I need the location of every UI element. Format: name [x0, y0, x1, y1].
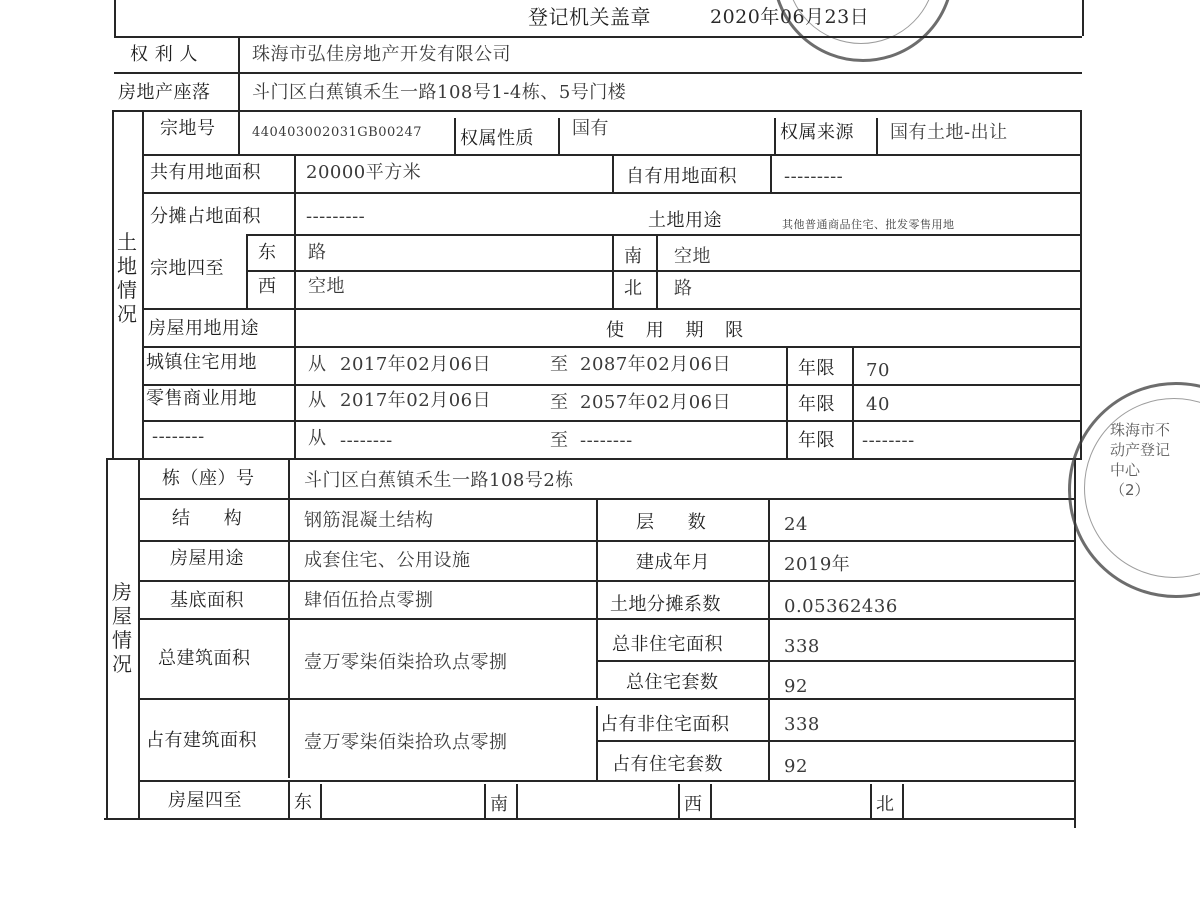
base-area-value: 肆佰伍拾点零捌: [304, 590, 434, 611]
rule-line: [138, 698, 1074, 700]
rule-line: [138, 498, 1074, 500]
rule-line: [770, 154, 772, 192]
building-boundaries-label: 房屋四至: [168, 790, 242, 811]
building-use-value: 成套住宅、公用设施: [304, 550, 471, 571]
use-to-label-3: 至: [550, 430, 569, 451]
rule-line: [774, 118, 776, 154]
frame-line: [1080, 110, 1082, 460]
use-years-label-3: 年限: [798, 430, 835, 451]
use-years-2: 40: [866, 394, 890, 415]
rule-line: [142, 308, 1080, 310]
owner-value: 珠海市弘佳房地产开发有限公司: [252, 44, 511, 65]
use-from-3: --------: [340, 430, 393, 451]
rule-line: [876, 118, 878, 154]
rule-line: [142, 154, 1080, 156]
rule-line: [138, 540, 1074, 542]
land-coef-value: 0.05362436: [784, 596, 898, 617]
use-to-label-1: 至: [550, 354, 569, 375]
bldg-west-label: 西: [684, 794, 703, 815]
rule-line: [142, 384, 1080, 386]
rule-line: [320, 784, 322, 818]
base-area-label: 基底面积: [170, 590, 244, 611]
use-from-label-3: 从: [308, 428, 327, 449]
nature-label: 权属性质: [460, 128, 534, 149]
owner-label: 权 利 人: [130, 44, 198, 65]
use-period-label: 使 用 期 限: [606, 320, 752, 341]
west-value: 空地: [308, 276, 345, 297]
use-to-1: 2087年02月06日: [580, 354, 732, 375]
rule-line: [142, 346, 1080, 348]
building-land-use-label: 房屋用地用途: [148, 318, 259, 339]
use-years-1: 70: [866, 360, 890, 381]
west-label: 西: [258, 276, 277, 297]
land-section-label: 土地情况: [117, 230, 137, 326]
rule-line: [596, 660, 1074, 662]
rule-line: [902, 784, 904, 818]
building-use-label: 房屋用途: [170, 548, 244, 569]
rule-line: [138, 458, 140, 818]
rule-line: [612, 154, 614, 192]
frame-line: [114, 0, 116, 36]
use-name-1: 城镇住宅用地: [146, 352, 257, 373]
use-years-3: --------: [862, 430, 915, 451]
total-units-value: 92: [784, 676, 808, 697]
location-label: 房地产座落: [118, 82, 211, 103]
bldg-south-label: 南: [490, 794, 509, 815]
building-no-value: 斗门区白蕉镇禾生一路108号2栋: [304, 470, 574, 491]
rule-line: [246, 234, 1080, 236]
land-coef-label: 土地分摊系数: [610, 594, 721, 615]
floors-label: 层 数: [636, 512, 720, 533]
total-area-value: 壹万零柒佰柒拾玖点零捌: [304, 652, 508, 673]
shared-area-value: 20000平方米: [306, 162, 422, 183]
own-building-area-label: 占有建筑面积: [146, 730, 257, 751]
rule-line: [114, 110, 1082, 112]
bldg-east-label: 东: [294, 792, 313, 813]
use-name-2: 零售商业用地: [146, 388, 257, 409]
own-land-area-value: ---------: [784, 166, 844, 187]
nature-value: 国有: [572, 118, 609, 139]
use-from-2: 2017年02月06日: [340, 390, 492, 411]
use-from-label-1: 从: [308, 354, 327, 375]
rule-line: [238, 36, 240, 110]
total-units-label: 总住宅套数: [626, 672, 719, 693]
total-nonres-label: 总非住宅面积: [612, 634, 723, 655]
own-units-value: 92: [784, 756, 808, 777]
apportioned-area-value: ---------: [306, 206, 366, 227]
bldg-north-label: 北: [876, 794, 895, 815]
rule-line: [294, 154, 296, 234]
use-to-label-2: 至: [550, 392, 569, 413]
north-value: 路: [674, 278, 693, 299]
rule-line: [138, 618, 1074, 620]
rule-line: [142, 420, 1080, 422]
location-value: 斗门区白蕉镇禾生一路108号1-4栋、5号门楼: [252, 82, 627, 103]
rule-line: [288, 780, 290, 818]
frame-line: [112, 110, 114, 458]
rule-line: [852, 346, 854, 458]
land-use-value: 其他普通商品住宅、批发零售用地: [782, 218, 955, 231]
rule-line: [710, 784, 712, 818]
parcel-no-value: 440403002031GB00247: [252, 125, 423, 140]
land-use-label: 土地用途: [648, 210, 722, 231]
rule-line: [678, 784, 680, 818]
use-years-label-1: 年限: [798, 358, 835, 379]
east-label: 东: [258, 242, 277, 263]
building-no-label: 栋（座）号: [162, 468, 255, 489]
registry-seal-text: 珠海市不动产登记中心（2）: [1110, 421, 1171, 499]
rule-line: [138, 580, 1074, 582]
use-from-label-2: 从: [308, 390, 327, 411]
source-value: 国有土地-出让: [890, 122, 1008, 143]
rule-line: [108, 458, 1082, 460]
own-nonres-value: 338: [784, 714, 820, 735]
built-label: 建成年月: [636, 552, 710, 573]
frame-line: [106, 458, 108, 818]
total-nonres-value: 338: [784, 636, 820, 657]
registration-date: 2020年06月23日: [710, 6, 870, 28]
use-years-label-2: 年限: [798, 394, 835, 415]
east-value: 路: [308, 242, 327, 263]
building-section-label: 房屋情况: [112, 580, 132, 676]
own-building-area-value: 壹万零柒佰柒拾玖点零捌: [304, 732, 508, 753]
rule-line: [142, 110, 144, 458]
use-to-2: 2057年02月06日: [580, 392, 732, 413]
rule-line: [516, 784, 518, 818]
rule-line: [454, 118, 456, 154]
rule-line: [104, 818, 1076, 820]
floors-value: 24: [784, 514, 808, 535]
rule-line: [558, 118, 560, 154]
own-land-area-label: 自有用地面积: [626, 166, 737, 187]
north-label: 北: [624, 278, 643, 299]
rule-line: [484, 784, 486, 818]
source-label: 权属来源: [780, 122, 854, 143]
own-units-label: 占有住宅套数: [612, 754, 723, 775]
south-value: 空地: [674, 246, 711, 267]
rule-line: [294, 308, 296, 458]
south-label: 南: [624, 246, 643, 267]
parcel-no-label: 宗地号: [160, 118, 216, 139]
own-nonres-label: 占有非住宅面积: [600, 714, 730, 735]
rule-line: [114, 36, 1082, 38]
frame-line: [1082, 0, 1084, 36]
rule-line: [138, 780, 1074, 782]
total-area-label: 总建筑面积: [158, 648, 251, 669]
use-from-1: 2017年02月06日: [340, 354, 492, 375]
shared-area-label: 共有用地面积: [150, 162, 261, 183]
rule-line: [142, 192, 1080, 194]
use-to-3: --------: [580, 430, 633, 451]
rule-line: [238, 110, 240, 154]
rule-line: [596, 740, 1074, 742]
structure-label: 结 构: [172, 508, 256, 529]
rule-line: [596, 706, 598, 780]
rule-line: [114, 72, 1082, 74]
rule-line: [246, 270, 1080, 272]
rule-line: [870, 784, 872, 818]
registration-seal-label: 登记机关盖章: [528, 5, 651, 29]
apportioned-area-label: 分摊占地面积: [150, 206, 261, 227]
rule-line: [596, 498, 598, 698]
rule-line: [786, 346, 788, 458]
parcel-boundaries-label: 宗地四至: [150, 258, 224, 279]
use-name-3: --------: [152, 426, 205, 447]
structure-value: 钢筋混凝土结构: [304, 510, 434, 531]
built-value: 2019年: [784, 554, 851, 575]
